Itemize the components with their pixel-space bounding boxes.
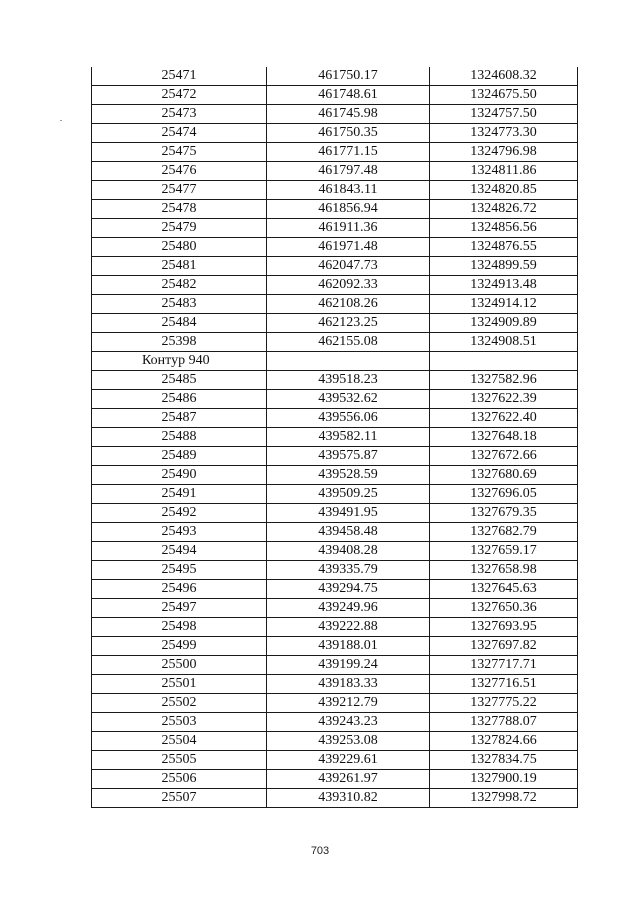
coordinates-table-body bbox=[92, 67, 578, 808]
x-coordinate-cell: 461771.15 bbox=[267, 143, 430, 162]
table-row bbox=[92, 599, 578, 618]
table-row bbox=[92, 428, 578, 447]
table-row bbox=[92, 200, 578, 219]
table-row bbox=[92, 86, 578, 105]
x-coordinate-cell: 439582.11 bbox=[267, 428, 430, 447]
x-coordinate-cell: 439310.82 bbox=[267, 789, 430, 808]
table-row bbox=[92, 333, 578, 352]
y-coordinate-cell: 1327680.69 bbox=[430, 466, 578, 485]
point-number-cell: 25494 bbox=[92, 542, 267, 561]
y-coordinate-cell: 1324675.50 bbox=[430, 86, 578, 105]
table-row bbox=[92, 656, 578, 675]
y-coordinate-cell: 1324608.32 bbox=[430, 67, 578, 86]
table-row bbox=[92, 485, 578, 504]
point-number-cell: 25479 bbox=[92, 219, 267, 238]
point-number-cell: 25476 bbox=[92, 162, 267, 181]
table-row bbox=[92, 181, 578, 200]
table-row bbox=[92, 314, 578, 333]
x-coordinate-cell: 461971.48 bbox=[267, 238, 430, 257]
table-row bbox=[92, 675, 578, 694]
y-coordinate-cell: 1327696.05 bbox=[430, 485, 578, 504]
x-coordinate-cell: 439229.61 bbox=[267, 751, 430, 770]
x-coordinate-cell: 439408.28 bbox=[267, 542, 430, 561]
point-number-cell: 25483 bbox=[92, 295, 267, 314]
x-coordinate-cell: 439212.79 bbox=[267, 694, 430, 713]
y-coordinate-cell: 1327645.63 bbox=[430, 580, 578, 599]
y-coordinate-cell: 1327682.79 bbox=[430, 523, 578, 542]
x-coordinate-cell: 461856.94 bbox=[267, 200, 430, 219]
y-coordinate-cell: 1324913.48 bbox=[430, 276, 578, 295]
y-coordinate-cell: 1324909.89 bbox=[430, 314, 578, 333]
table-row bbox=[92, 162, 578, 181]
point-number-cell: 25496 bbox=[92, 580, 267, 599]
y-coordinate-cell: 1327775.22 bbox=[430, 694, 578, 713]
table-row bbox=[92, 466, 578, 485]
x-coordinate-cell: 439243.23 bbox=[267, 713, 430, 732]
point-number-cell: 25492 bbox=[92, 504, 267, 523]
x-coordinate-cell: 462092.33 bbox=[267, 276, 430, 295]
y-coordinate-cell: 1327697.82 bbox=[430, 637, 578, 656]
point-number-cell: 25482 bbox=[92, 276, 267, 295]
y-coordinate-cell: 1327679.35 bbox=[430, 504, 578, 523]
table-row bbox=[92, 732, 578, 751]
point-number-cell: 25472 bbox=[92, 86, 267, 105]
point-number-cell: 25503 bbox=[92, 713, 267, 732]
table-row bbox=[92, 124, 578, 143]
x-coordinate-cell: 439249.96 bbox=[267, 599, 430, 618]
y-coordinate-cell: 1324908.51 bbox=[430, 333, 578, 352]
x-coordinate-cell: 462108.26 bbox=[267, 295, 430, 314]
y-coordinate-cell: 1324899.59 bbox=[430, 257, 578, 276]
x-coordinate-cell: 439491.95 bbox=[267, 504, 430, 523]
point-number-cell: 25504 bbox=[92, 732, 267, 751]
y-coordinate-cell: 1324914.12 bbox=[430, 295, 578, 314]
point-number-cell: 25502 bbox=[92, 694, 267, 713]
x-coordinate-cell: 439556.06 bbox=[267, 409, 430, 428]
y-coordinate-cell: 1327717.71 bbox=[430, 656, 578, 675]
x-coordinate-cell: 461745.98 bbox=[267, 105, 430, 124]
point-number-cell: 25486 bbox=[92, 390, 267, 409]
x-coordinate-cell: 439509.25 bbox=[267, 485, 430, 504]
x-coordinate-cell: 439528.59 bbox=[267, 466, 430, 485]
point-number-cell: 25505 bbox=[92, 751, 267, 770]
y-coordinate-cell: 1327672.66 bbox=[430, 447, 578, 466]
point-number-cell: 25497 bbox=[92, 599, 267, 618]
y-coordinate-cell: 1327693.95 bbox=[430, 618, 578, 637]
point-number-cell: 25398 bbox=[92, 333, 267, 352]
x-coordinate-cell: 439188.01 bbox=[267, 637, 430, 656]
table-row bbox=[92, 618, 578, 637]
y-coordinate-cell: 1327582.96 bbox=[430, 371, 578, 390]
point-number-cell: 25493 bbox=[92, 523, 267, 542]
x-coordinate-cell: 439199.24 bbox=[267, 656, 430, 675]
y-coordinate-cell: 1324820.85 bbox=[430, 181, 578, 200]
point-number-cell: 25500 bbox=[92, 656, 267, 675]
point-number-cell: 25485 bbox=[92, 371, 267, 390]
point-number-cell: 25506 bbox=[92, 770, 267, 789]
table-row bbox=[92, 295, 578, 314]
point-number-cell: 25495 bbox=[92, 561, 267, 580]
point-number-cell: 25488 bbox=[92, 428, 267, 447]
table-row bbox=[92, 447, 578, 466]
contour-label-cell: Контур 940 bbox=[92, 352, 267, 371]
x-coordinate-cell: 461911.36 bbox=[267, 219, 430, 238]
table-row bbox=[92, 67, 578, 86]
y-coordinate-cell: 1324757.50 bbox=[430, 105, 578, 124]
table-row bbox=[92, 789, 578, 808]
x-coordinate-cell: 439335.79 bbox=[267, 561, 430, 580]
scan-speck bbox=[60, 120, 62, 121]
point-number-cell: 25474 bbox=[92, 124, 267, 143]
x-coordinate-cell: 439294.75 bbox=[267, 580, 430, 599]
point-number-cell: 25498 bbox=[92, 618, 267, 637]
x-coordinate-cell: 461797.48 bbox=[267, 162, 430, 181]
x-coordinate-cell bbox=[267, 352, 430, 371]
table-row bbox=[92, 352, 578, 371]
x-coordinate-cell: 462123.25 bbox=[267, 314, 430, 333]
point-number-cell: 25473 bbox=[92, 105, 267, 124]
table-row bbox=[92, 523, 578, 542]
y-coordinate-cell: 1324773.30 bbox=[430, 124, 578, 143]
table-row bbox=[92, 561, 578, 580]
table-row bbox=[92, 390, 578, 409]
table-row bbox=[92, 637, 578, 656]
y-coordinate-cell: 1327622.39 bbox=[430, 390, 578, 409]
y-coordinate-cell: 1324811.86 bbox=[430, 162, 578, 181]
y-coordinate-cell bbox=[430, 352, 578, 371]
table-row bbox=[92, 580, 578, 599]
y-coordinate-cell: 1327650.36 bbox=[430, 599, 578, 618]
point-number-cell: 25477 bbox=[92, 181, 267, 200]
y-coordinate-cell: 1324826.72 bbox=[430, 200, 578, 219]
table-row bbox=[92, 219, 578, 238]
x-coordinate-cell: 461748.61 bbox=[267, 86, 430, 105]
x-coordinate-cell: 461750.17 bbox=[267, 67, 430, 86]
x-coordinate-cell: 439532.62 bbox=[267, 390, 430, 409]
y-coordinate-cell: 1327622.40 bbox=[430, 409, 578, 428]
point-number-cell: 25471 bbox=[92, 67, 267, 86]
table-row bbox=[92, 143, 578, 162]
point-number-cell: 25475 bbox=[92, 143, 267, 162]
point-number-cell: 25487 bbox=[92, 409, 267, 428]
y-coordinate-cell: 1324796.98 bbox=[430, 143, 578, 162]
x-coordinate-cell: 439575.87 bbox=[267, 447, 430, 466]
point-number-cell: 25501 bbox=[92, 675, 267, 694]
point-number-cell: 25478 bbox=[92, 200, 267, 219]
point-number-cell: 25491 bbox=[92, 485, 267, 504]
y-coordinate-cell: 1327824.66 bbox=[430, 732, 578, 751]
y-coordinate-cell: 1327998.72 bbox=[430, 789, 578, 808]
x-coordinate-cell: 439261.97 bbox=[267, 770, 430, 789]
x-coordinate-cell: 462155.08 bbox=[267, 333, 430, 352]
x-coordinate-cell: 439518.23 bbox=[267, 371, 430, 390]
x-coordinate-cell: 461750.35 bbox=[267, 124, 430, 143]
table-row bbox=[92, 751, 578, 770]
point-number-cell: 25507 bbox=[92, 789, 267, 808]
x-coordinate-cell: 439253.08 bbox=[267, 732, 430, 751]
x-coordinate-cell: 439458.48 bbox=[267, 523, 430, 542]
point-number-cell: 25499 bbox=[92, 637, 267, 656]
table-row bbox=[92, 276, 578, 295]
table-row bbox=[92, 105, 578, 124]
x-coordinate-cell: 462047.73 bbox=[267, 257, 430, 276]
point-number-cell: 25489 bbox=[92, 447, 267, 466]
page-number: 703 bbox=[310, 845, 330, 857]
y-coordinate-cell: 1327716.51 bbox=[430, 675, 578, 694]
x-coordinate-cell: 439183.33 bbox=[267, 675, 430, 694]
y-coordinate-cell: 1327659.17 bbox=[430, 542, 578, 561]
table-row bbox=[92, 504, 578, 523]
table-row bbox=[92, 713, 578, 732]
y-coordinate-cell: 1327834.75 bbox=[430, 751, 578, 770]
point-number-cell: 25481 bbox=[92, 257, 267, 276]
point-number-cell: 25490 bbox=[92, 466, 267, 485]
point-number-cell: 25484 bbox=[92, 314, 267, 333]
table-row bbox=[92, 257, 578, 276]
y-coordinate-cell: 1327900.19 bbox=[430, 770, 578, 789]
y-coordinate-cell: 1327658.98 bbox=[430, 561, 578, 580]
point-number-cell: 25480 bbox=[92, 238, 267, 257]
table-row bbox=[92, 409, 578, 428]
coordinates-table bbox=[91, 67, 578, 808]
x-coordinate-cell: 439222.88 bbox=[267, 618, 430, 637]
x-coordinate-cell: 461843.11 bbox=[267, 181, 430, 200]
table-row bbox=[92, 542, 578, 561]
table-row bbox=[92, 238, 578, 257]
table-row bbox=[92, 371, 578, 390]
table-row bbox=[92, 770, 578, 789]
y-coordinate-cell: 1324856.56 bbox=[430, 219, 578, 238]
table-row bbox=[92, 694, 578, 713]
y-coordinate-cell: 1327648.18 bbox=[430, 428, 578, 447]
y-coordinate-cell: 1327788.07 bbox=[430, 713, 578, 732]
y-coordinate-cell: 1324876.55 bbox=[430, 238, 578, 257]
